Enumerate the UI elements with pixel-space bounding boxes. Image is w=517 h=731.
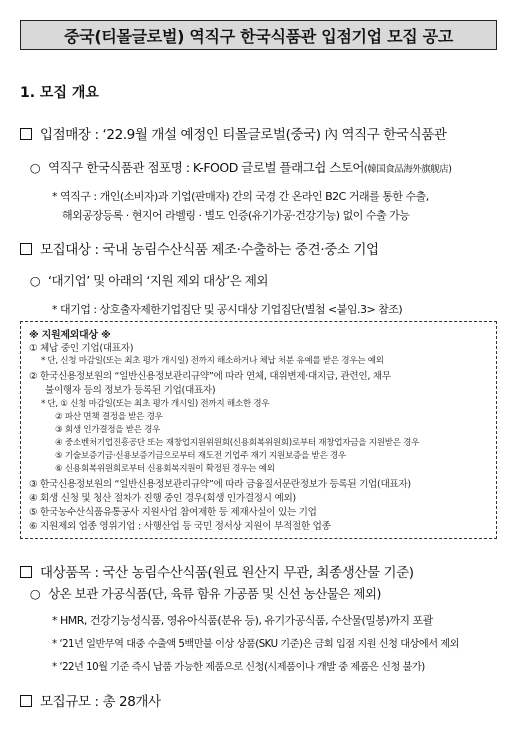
target-item [20, 238, 379, 258]
store-sub-label-cjk: (韓国食品海外旗舰店) [364, 164, 452, 175]
store-sub-label: 역직구 한국식품관 점포명 : K-FOOD 글로벌 플래그쉽 스토어 [48, 160, 364, 175]
checkbox-square-icon [20, 128, 32, 140]
exclusion-line: ① 체납 중인 기업(대표자) [29, 343, 134, 354]
exclusion-line: ③ 회생 인가결정을 받은 경우 [55, 425, 161, 435]
exclusion-line: ② 파산 면책 결정을 받은 경우 [55, 412, 163, 422]
products-detail-2: * ‘21년 일반무역 대중 수출액 5백만불 이상 상품(SKU 기준)은 금회 입점 지원 신청 대상에서 제외 [52, 639, 459, 650]
products-detail-1: * HMR, 건강기능성식품, 영유아식품(분유 등), 유기가공식품, 수산물(밀봉)까지 포괄 [52, 614, 433, 627]
store-detail-1: * 역직구 : 개인(소비자)과 기업(판매자) 간의 국경 간 온라인 B2C 거래를 통한 수출, [52, 190, 429, 203]
store-detail-2: 해외공장등록 · 현지어 라벨링 · 별도 인증(유기가공·건강기능) 없이 수출 가능 [62, 209, 410, 222]
products-sub-item [28, 584, 381, 602]
section-heading: 1. 모집 개요 [20, 85, 99, 101]
exclusion-line: ④ 회생 신청 및 청산 절차가 진행 중인 경우(회생 인가결정시 예외) [29, 493, 296, 504]
exclusion-line: ⑥ 신용회복위원회로부터 신용회복지원이 확정된 경우는 예외 [55, 464, 275, 474]
exclusion-line: ⑤ 한국농수산식품유통공사 지원사업 참여제한 등 제재사실이 있는 기업 [29, 507, 317, 518]
store-item [20, 123, 447, 143]
exclusions-heading: ※ 지원제외대상 ※ [29, 330, 111, 341]
products-item [20, 561, 414, 581]
circle-bullet-icon: ○ [29, 273, 41, 288]
exclusion-line: ⑤ 기술보증기금·신용보증기금으로부터 재도전 기업주 재기 지원보증을 받은 경우 [55, 451, 346, 461]
scale-item [20, 690, 161, 710]
store-sub-item [28, 158, 451, 176]
circle-bullet-icon: ○ [29, 586, 41, 601]
store-label: 입점매장 : ‘22.9월 개설 예정인 티몰글로벌(중국) 內 역직구 한국식품관 [40, 127, 447, 143]
exclusion-line: 불이행자 등의 정보가 등록된 기업(대표자) [45, 385, 216, 396]
products-label: 대상품목 : 국산 농림수산식품(원료 원산지 무관, 최종생산물 기준) [40, 565, 414, 581]
target-sub-label: ‘대기업’ 및 아래의 ‘지원 제외 대상’은 제외 [48, 273, 268, 288]
page-title: 중국(티몰글로벌) 역직구 한국식품관 입점기업 모집 공고 [20, 20, 497, 50]
checkbox-square-icon [20, 566, 32, 578]
checkbox-square-icon [20, 243, 32, 255]
products-detail-3: * ‘22년 10월 기준 즉시 납품 가능한 제품으로 신청(시제품이나 개발 중 제품은 신청 불가) [52, 662, 425, 673]
products-sub-label: 상온 보관 가공식품(단, 육류 함유 가공품 및 신선 농산물은 제외) [48, 586, 381, 601]
target-sub-item [28, 271, 268, 289]
exclusion-line: * 단, ① 신청 마감일(또는 최초 평가 개시일) 전까지 해소한 경우 [41, 399, 270, 409]
exclusion-line: ② 한국신용정보원의 “일반신용정보관리규약”에 따라 연체, 대위변제·대지급, 관련인, 채무 [29, 371, 391, 382]
exclusions-box [20, 321, 497, 539]
circle-bullet-icon: ○ [29, 160, 41, 175]
scale-label: 모집규모 : 총 28개사 [40, 694, 161, 710]
exclusion-line: ③ 한국신용정보원의 “일반신용정보관리규약”에 따라 금융질서문란정보가 등록된 기업(대표자) [29, 479, 411, 490]
exclusion-line: ⑥ 지원제외 업종 영위기업 : 사행산업 등 국민 정서상 지원이 부적절한 업종 [29, 521, 331, 532]
exclusion-line: ④ 중소벤처기업진흥공단 또는 재창업지원위원회(신용회복위원회)로부터 재창업자금을 지원받은 경우 [55, 438, 420, 448]
target-label: 모집대상 : 국내 농림수산식품 제조·수출하는 중견·중소 기업 [40, 242, 379, 258]
exclusion-line: * 단, 신청 마감일(또는 최초 평가 개시일) 전까지 해소하거나 체납 처분 유예를 받은 경우는 예외 [41, 356, 384, 366]
target-detail: * 대기업 : 상호출자제한기업집단 및 공시대상 기업집단(별첨 <붙임.3> 참조) [52, 303, 403, 316]
checkbox-square-icon [20, 695, 32, 707]
